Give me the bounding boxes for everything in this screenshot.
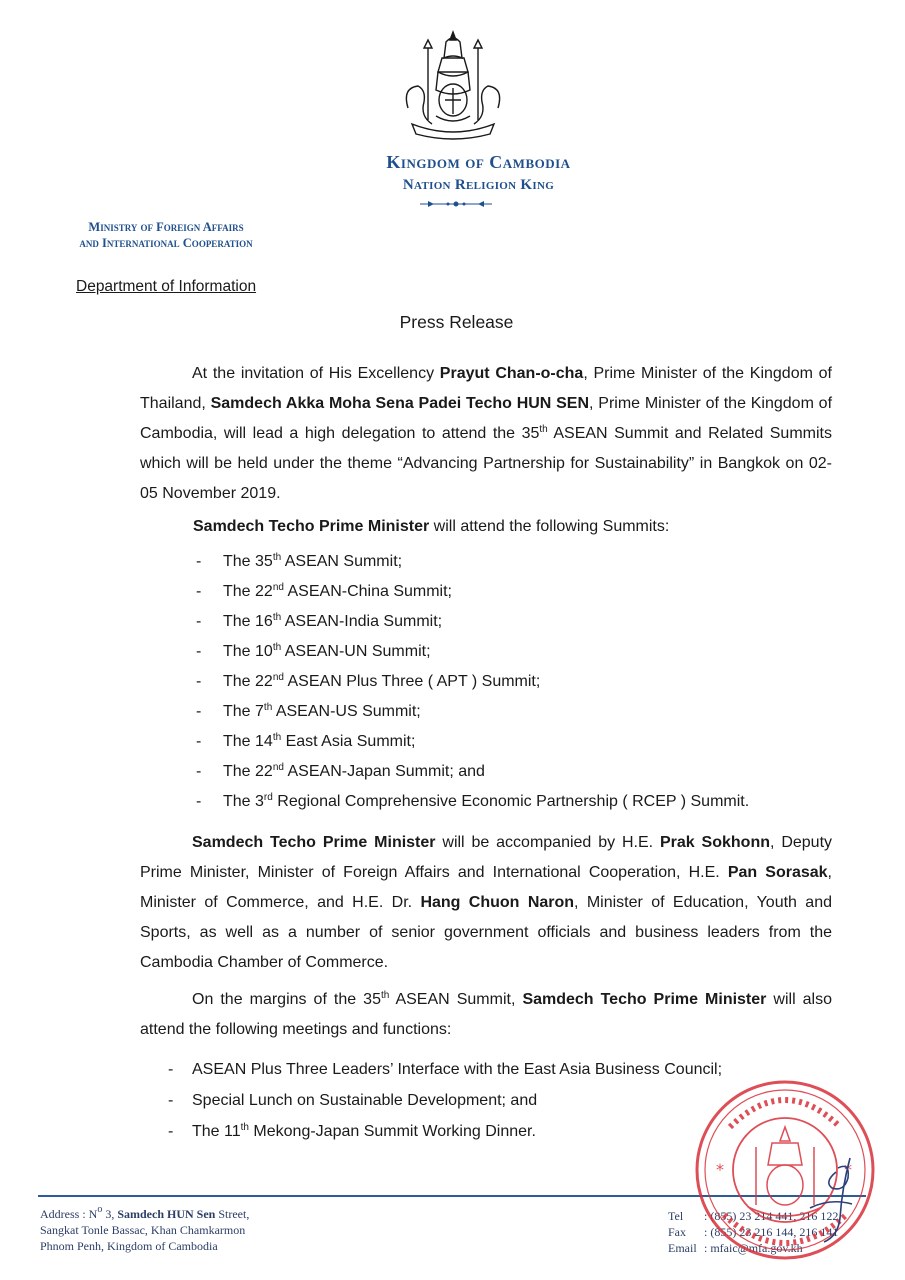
paragraph-margins [140,985,832,1045]
text-run: 3, [102,1207,118,1221]
text-run: will also attend the following meetings and functions: [140,991,833,1038]
country-heading [0,152,905,173]
text-run: will be accompanied by H.E. [435,834,660,851]
name-techo-pm: Samdech Techo Prime Minister [192,834,436,851]
text-run: Mekong-Japan Summit Working Dinner. [248,1123,536,1140]
list-item-text [192,1085,537,1116]
text-run: The 11 [192,1123,241,1140]
list-item-text [223,577,452,607]
text-run: ASEAN Plus Three ( APT ) Summit; [283,673,541,690]
ordinal-suffix: th [272,732,282,743]
ordinal-suffix: th [539,424,548,435]
ordinal-suffix: th [272,612,282,623]
country-heading-text: Kingdom of Cambodia [386,152,571,172]
email-value: : mfaic@mfa.gov.kh [704,1241,803,1255]
name-prayut: Prayut Chan-o-cha [439,365,584,382]
text-run: The 16 [223,613,273,630]
list-bullet-dash: - [196,763,202,780]
text-run: ASEAN Plus Three Leaders’ Interface with the East Asia Business Council; [192,1061,723,1078]
list-bullet-dash: - [196,673,202,690]
fax-label: Fax [668,1225,686,1239]
ordinal-suffix: th [240,1122,249,1133]
list-item-text [223,607,442,637]
list-bullet-dash: - [196,553,202,570]
text-run: Regional Comprehensive Economic Partnership ( RCEP ) Summit. [272,793,750,810]
list-bullet-dash: - [196,583,202,600]
document-title: Press Release [399,312,514,332]
list-bullet-dash: - [196,613,202,630]
name-pan-sorasak: Pan Sorasak [727,864,828,881]
text-run: , Minister of Commerce, and H.E. Dr. [140,864,832,911]
text-run: ASEAN Summit; [281,553,403,570]
list-bullet-dash: - [196,793,202,810]
name-prak-sokhonn: Prak Sokhonn [659,834,770,851]
royal-crest-emblem [398,28,508,143]
ordinal-suffix: th [263,702,273,713]
address-line-3: Phnom Penh, Kingdom of Cambodia [40,1239,218,1253]
ministry-line-1: Ministry of Foreign Affairs [88,220,244,234]
text-run: Special Lunch on Sustainable Development; and [192,1092,538,1109]
svg-text:*: * [716,1160,724,1179]
list-bullet-dash: - [168,1092,174,1109]
ordinal-suffix: nd [272,582,284,593]
fax-value: : (855) 23 216 144, 216 141 [704,1225,839,1239]
department-label: Department of Information [76,278,257,295]
address-line-2: Sangkat Tonle Bassac, Khan Chamkarmon [40,1223,246,1237]
motto-heading [0,177,905,194]
street-name: Samdech HUN Sen [117,1207,216,1221]
address-line-1 [40,1206,249,1222]
ordinal-suffix: th [272,642,282,653]
list-item-text [223,727,415,757]
text-run: ASEAN-UN Summit; [281,643,431,660]
text-run: ASEAN-India Summit; [281,613,443,630]
number-sign-suffix: o [97,1204,103,1215]
text-run: will attend the following Summits: [429,518,670,535]
text-run: The 35 [223,553,273,570]
list-item-text [192,1054,722,1085]
text-run: ASEAN Summit and Related Summits which will be held under the theme “Advancing Partnership for Sustainability” in Bangkok on 02-05 November 2019. [140,425,832,502]
handwritten-signature [780,1148,870,1248]
text-run: East Asia Summit; [281,733,416,750]
text-run: Address : N [40,1207,98,1221]
list-bullet-dash: - [196,733,202,750]
text-run: , Prime Minister of the Kingdom of Cambodia, will lead a high delegation to attend the 35 [140,395,833,442]
ministry-heading [40,219,292,251]
text-run: , Deputy Prime Minister, Minister of Foreign Affairs and International Cooperation, H.E. [140,834,833,881]
name-hang-chuon-naron: Hang Chuon Naron [420,894,575,911]
text-run: On the margins of the 35 [192,991,381,1008]
list-item-text [223,637,431,667]
motto-heading-text: Nation Religion King [402,177,555,193]
text-run: The 3 [223,793,264,810]
text-run: The 10 [223,643,273,660]
paragraph-summits-intro [193,518,669,536]
list-bullet-dash: - [196,643,202,660]
text-run: At the invitation of His Excellency [192,365,440,382]
text-run: Street, [215,1207,250,1221]
ornament-divider [420,199,492,209]
ordinal-suffix: nd [272,672,284,683]
text-run: , Prime Minister of the Kingdom of Thailand, [140,365,832,412]
text-run: The 14 [223,733,273,750]
footer-address [40,1206,249,1254]
text-run: The 7 [223,703,264,720]
text-run: ASEAN-Japan Summit; and [283,763,485,780]
list-item-text [223,787,749,817]
list-bullet-dash: - [168,1061,174,1078]
list-item-text [192,1116,536,1147]
list-item-text [223,667,540,697]
name-techo-pm: Samdech Techo Prime Minister [522,991,767,1008]
paragraph-invitation [140,359,832,509]
list-item-text [223,547,402,577]
tel-value: : (855) 23 214 441, 216 122 [704,1209,839,1223]
ordinal-suffix: th [380,990,390,1001]
list-item-text [223,697,421,727]
text-run: The 22 [223,673,273,690]
ordinal-suffix: rd [263,792,273,803]
list-bullet-dash: - [196,703,202,720]
name-hun-sen: Samdech Akka Moha Sena Padei Techo HUN SEN [210,395,590,412]
text-run: ASEAN-US Summit; [272,703,421,720]
ordinal-suffix: th [272,552,282,563]
email-label: Email [668,1241,697,1255]
name-techo-pm: Samdech Techo Prime Minister [193,518,430,535]
text-run: ASEAN-China Summit; [283,583,452,600]
text-run: The 22 [223,583,273,600]
text-run: ASEAN Summit, [389,991,523,1008]
ordinal-suffix: nd [272,762,284,773]
paragraph-delegation [140,828,832,978]
list-bullet-dash: - [168,1123,174,1140]
ministry-line-2: and International Cooperation [79,236,253,250]
list-item-text [223,757,485,787]
text-run: , Minister of Education, Youth and Sports, as well as a number of senior government officials and business leaders from the Cambodia Chamber of Commerce. [140,894,832,971]
svg-text:*: * [844,1160,852,1179]
text-run: The 22 [223,763,273,780]
tel-label: Tel [668,1209,684,1223]
